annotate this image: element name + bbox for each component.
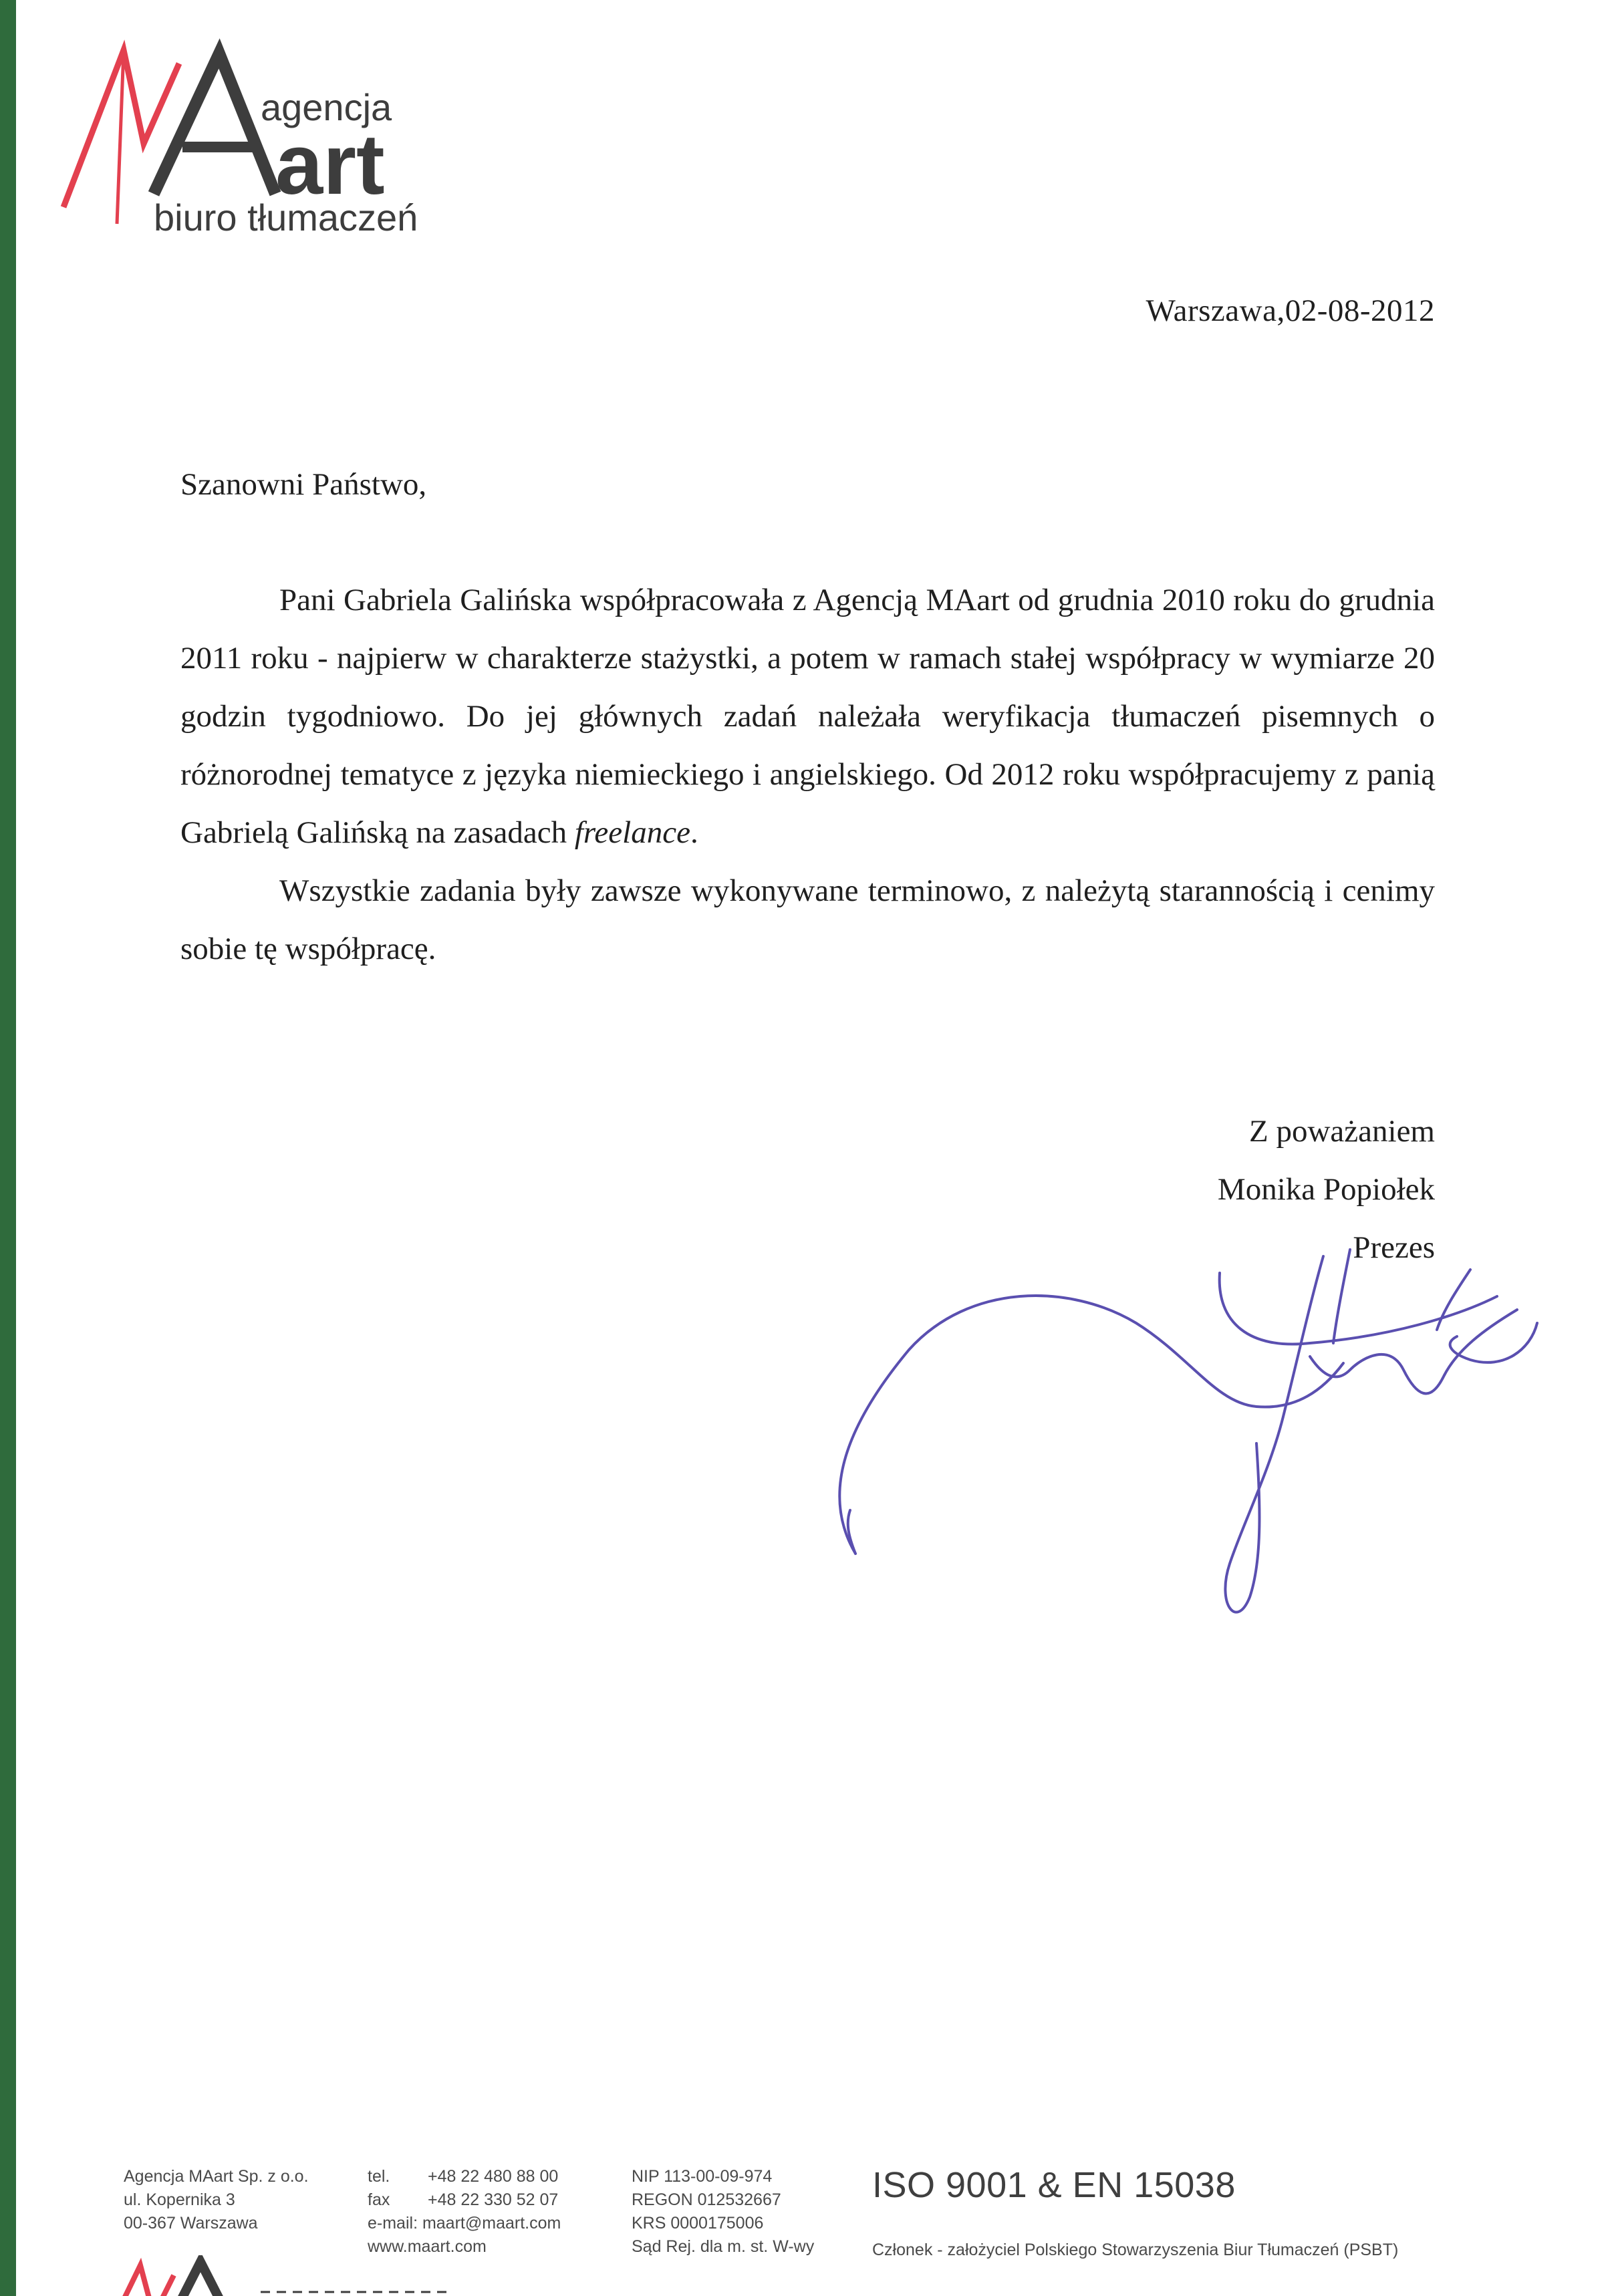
psbt-membership: Członek - założyciel Polskiego Stowarzyszenia Biur Tłumaczeń (PSBT) (872, 2241, 1399, 2259)
signatory-name: Monika Popiołek (1217, 1172, 1435, 1207)
letter-body (180, 571, 1435, 978)
paragraph-1-end: . (690, 815, 698, 850)
salutation: Szanowni Państwo, (180, 467, 427, 502)
footer-logo-mark (100, 2255, 448, 2296)
nip-line: NIP 113-00-09-974 (632, 2167, 773, 2186)
registry-info (632, 2165, 814, 2259)
letter-date: Warszawa,02-08-2012 (1146, 293, 1435, 328)
tel-value: +48 22 480 88 00 (428, 2167, 559, 2186)
company-name: Agencja MAart Sp. z o.o. (124, 2167, 309, 2186)
contact-values (428, 2165, 558, 2212)
krs-line: KRS 0000175006 (632, 2214, 764, 2233)
company-street: ul. Kopernika 3 (124, 2190, 235, 2209)
tel-label: tel. (368, 2167, 390, 2186)
closing-regards: Z poważaniem (1249, 1114, 1435, 1149)
company-address (124, 2165, 309, 2235)
paragraph-1-text: Pani Gabriela Galińska współpracowała z Agencją MAart od grudnia 2010 roku do grudnia 2011 roku - najpierw w charakterze stażystki, a potem w ramach stałej współpracy w wymiarze 20 godzin tygodniowo. Do jej głównych zadań należała weryfikacja tłumaczeń pisemnych o różnorodnej tematyce z języka niemieckiego i angielskiego. Od 2012 roku współpracujemy z panią Gabrielą Galińską na zasadach (180, 583, 1435, 850)
fax-value: +48 22 330 52 07 (428, 2190, 559, 2209)
fax-label: fax (368, 2190, 390, 2209)
signatory-title: Prezes (1353, 1230, 1435, 1265)
scan-edge (0, 0, 16, 2296)
company-logo (60, 37, 434, 237)
regon-line: REGON 012532667 (632, 2190, 781, 2209)
paragraph-1 (180, 571, 1435, 862)
handwritten-signature (815, 1243, 1551, 1644)
freelance-italic: freelance (574, 815, 690, 850)
paragraph-2: Wszystkie zadania były zawsze wykonywane terminowo, z należytą starannością i cenimy sobie tę współpracę. (180, 873, 1435, 966)
iso-certification: ISO 9001 & EN 15038 (872, 2165, 1236, 2205)
maart-logo-mark (60, 37, 434, 237)
email-line: e-mail: maart@maart.com (368, 2214, 561, 2233)
logo-art-text: art (275, 117, 385, 212)
company-city: 00-367 Warszawa (124, 2214, 258, 2233)
logo-agencja-text: agencja (261, 86, 392, 128)
court-line: Sąd Rej. dla m. st. W-wy (632, 2237, 815, 2256)
website-line: www.maart.com (368, 2237, 487, 2256)
logo-tagline-text: biuro tłumaczeń (154, 196, 418, 237)
